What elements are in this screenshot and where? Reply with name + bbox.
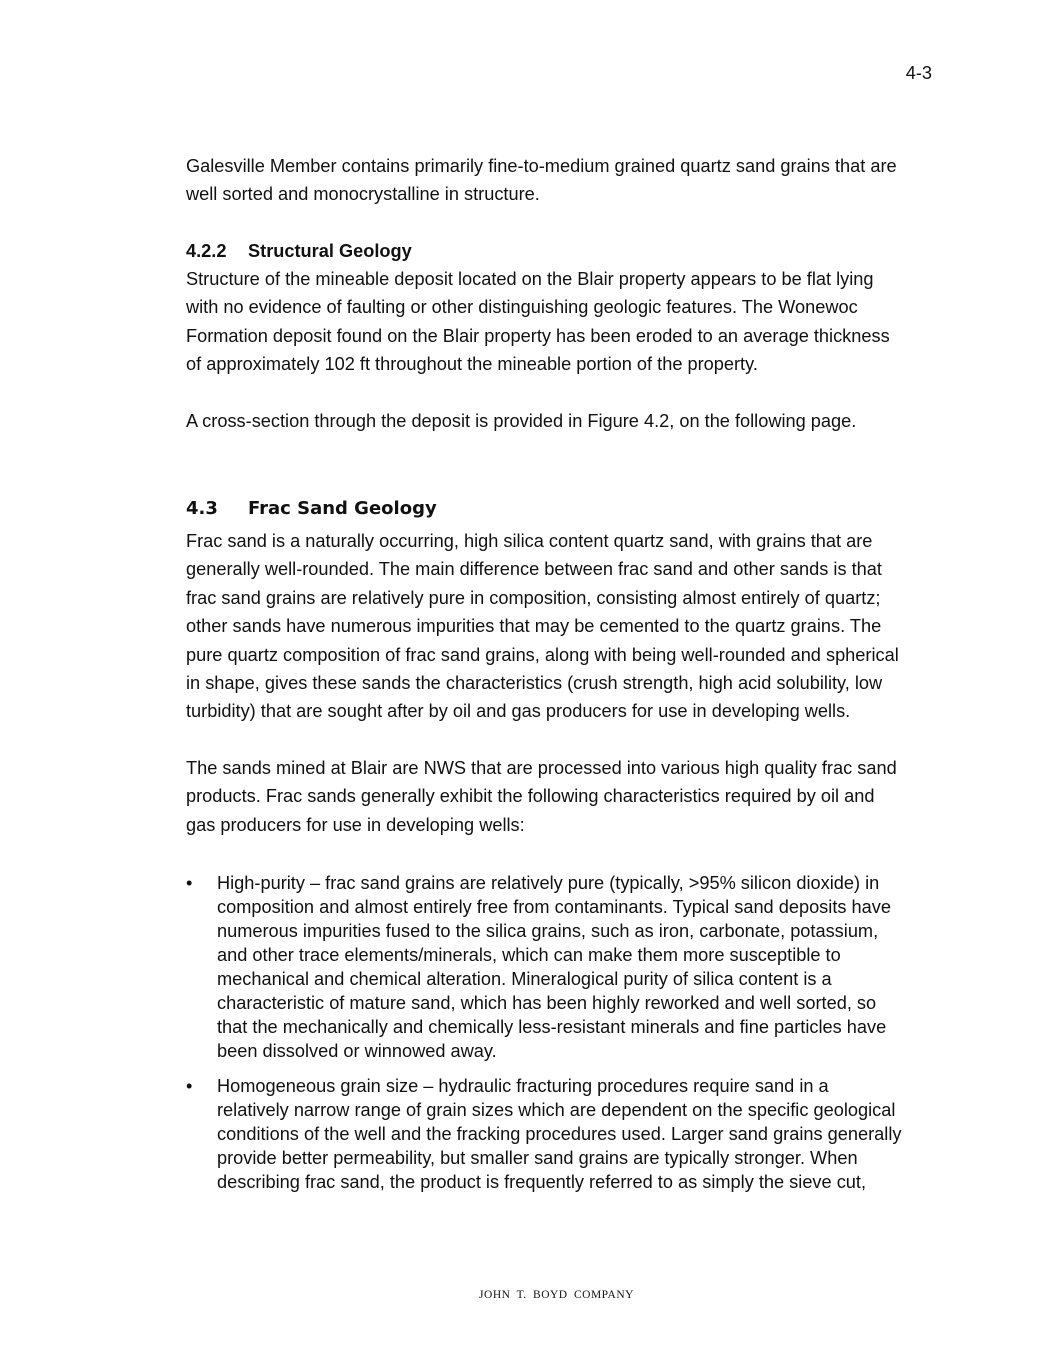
text-line: frac sand grains are relatively pure in composition, consisting almost entirely of quartz; (186, 587, 881, 608)
section-heading-4-2-2 (186, 237, 946, 265)
text-line: Frac sand is a naturally occurring, high silica content quartz sand, with grains that are (186, 531, 873, 551)
text-line: characteristic of mature sand, which has been highly reworked and well sorted, so (217, 993, 877, 1013)
frac-sand-paragraph (186, 527, 946, 726)
text-line: in shape, gives these sands the characteristics (crush strength, high acid solubility, low (186, 672, 883, 693)
text-line: describing frac sand, the product is frequently referred to as simply the sieve cut, (217, 1172, 867, 1192)
text-line: turbidity) that are sought after by oil and gas producers for use in developing wells. (186, 701, 851, 722)
bullet-icon: • (186, 1076, 193, 1096)
text-line: other sands have numerous impurities that may be cemented to the quartz grains. The (186, 616, 882, 637)
text-line: generally well-rounded. The main difference between frac sand and other sands is that (186, 559, 882, 580)
blair-sands-paragraph (186, 754, 946, 839)
text-line: Structure of the mineable deposit located on the Blair property appears to be flat lying (186, 269, 874, 289)
text-line: Homogeneous grain size – hydraulic fracturing procedures require sand in a (217, 1076, 829, 1096)
cross-section-paragraph (186, 407, 946, 435)
section-title: Structural Geology (248, 241, 412, 261)
text-line: relatively narrow range of grain sizes which are dependent on the specific geological (217, 1100, 896, 1120)
text-line: Galesville Member contains primarily fine-to-medium grained quartz sand grains that are (186, 156, 897, 176)
section-number: 4.3 (186, 498, 218, 519)
text-line: composition and almost entirely free from contaminants. Typical sand deposits have (217, 897, 891, 917)
text-line: The sands mined at Blair are NWS that are processed into various high quality frac sand (186, 758, 897, 778)
bullet-item-grain-size (186, 1074, 946, 1194)
text-line: been dissolved or winnowed away. (217, 1041, 497, 1061)
text-line: gas producers for use in developing wells: (186, 814, 525, 835)
section-heading-4-3 (186, 495, 946, 523)
intro-paragraph (186, 152, 946, 209)
text-line: numerous impurities fused to the silica grains, such as iron, carbonate, potassium, (217, 921, 879, 941)
text-line: mechanical and chemical alteration. Mineralogical purity of silica content is a (217, 969, 832, 989)
section-title: Frac Sand Geology (248, 498, 437, 519)
text-line: that the mechanically and chemically less-resistant minerals and fine particles have (217, 1017, 887, 1037)
text-line: Formation deposit found on the Blair property has been eroded to an average thickness (186, 325, 890, 346)
page-number: 4-3 (905, 63, 932, 83)
text-line: A cross-section through the deposit is provided in Figure 4.2, on the following page. (186, 411, 857, 431)
bullet-icon: • (186, 873, 193, 893)
text-line: of approximately 102 ft throughout the mineable portion of the property. (186, 354, 758, 375)
text-line: High-purity – frac sand grains are relatively pure (typically, >95% silicon dioxide) in (217, 873, 880, 893)
text-line: with no evidence of faulting or other distinguishing geologic features. The Wonewoc (186, 297, 858, 318)
text-line: well sorted and monocrystalline in structure. (186, 184, 540, 205)
structural-geology-paragraph (186, 265, 946, 379)
text-line: conditions of the well and the fracking procedures used. Larger sand grains generally (217, 1124, 902, 1144)
text-line: pure quartz composition of frac sand grains, along with being well-rounded and spherical (186, 644, 899, 665)
text-line: and other trace elements/minerals, which can make them more susceptible to (217, 945, 841, 965)
bullet-item-high-purity (186, 871, 946, 1063)
section-number: 4.2.2 (186, 241, 227, 261)
footer-company-name: JOHN T. BOYD COMPANY (479, 1289, 634, 1301)
text-line: products. Frac sands generally exhibit the following characteristics required by oil and (186, 786, 875, 807)
text-line: provide better permeability, but smaller sand grains are typically stronger. When (217, 1148, 858, 1168)
